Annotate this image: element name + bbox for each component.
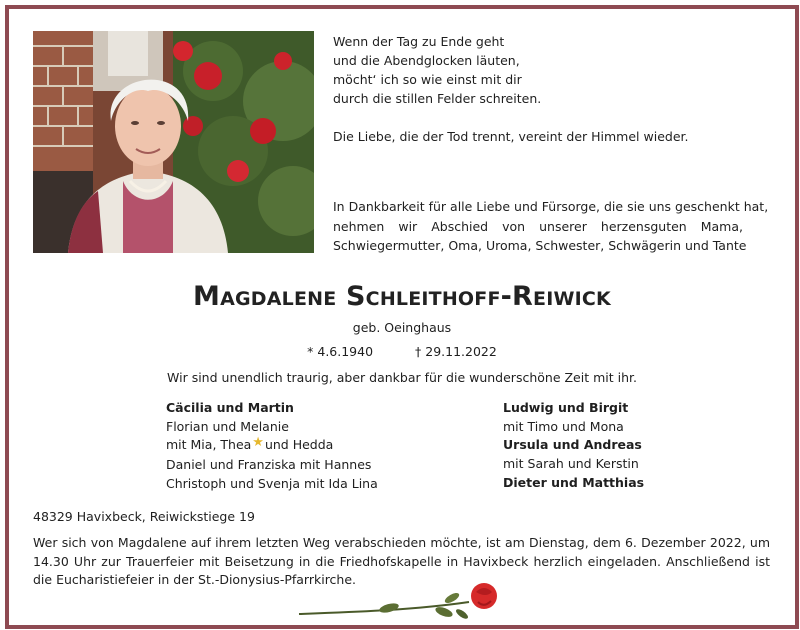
mourner-line: Cäcilia und Martin (166, 400, 294, 415)
life-dates (9, 344, 795, 359)
thanks-line: Schwiegermutter, Oma, Uroma, Schwester, Schwägerin und Tante (333, 238, 747, 253)
obituary-card (5, 5, 799, 629)
poem-line: durch die stillen Felder schreiten. (333, 91, 542, 106)
mourners-left-column (166, 399, 378, 494)
mourner-text: mit Mia, Thea (166, 437, 252, 453)
mourner-text: und Hedda (264, 437, 334, 453)
closing-line: Wer sich von Magdalene auf ihrem letzten Weg verabschieden möchte, ist am Dienstag, dem 6. Dezember 2022, um (33, 535, 770, 550)
death-date: † 29.11.2022 (415, 344, 497, 359)
mourner-line: Christoph und Svenja mit Ida Lina (166, 475, 378, 491)
poem-line: möcht‘ ich so wie einst mit dir (333, 72, 522, 87)
mourner-line: Daniel und Franziska mit Hannes (166, 457, 372, 473)
closing-line: die Eucharistiefeier in der St.-Dionysius-Pfarrkirche. (33, 572, 357, 587)
birth-date: * 4.6.1940 (307, 344, 374, 359)
closing-line: 14.30 Uhr zur Trauerfeier mit Beisetzung in die Friedhofskapelle in Havixbeck herzlich eingeladen. Anschließend ist (33, 553, 770, 569)
mourners-right-column (503, 399, 644, 493)
thanks-paragraph (333, 197, 769, 256)
mourner-line (166, 436, 378, 456)
rose-icon (294, 574, 499, 624)
mourner-line: mit Sarah und Kerstin (503, 456, 639, 472)
poem-line: Wenn der Tag zu Ende geht (333, 34, 505, 49)
address: 48329 Havixbeck, Reiwickstiege 19 (33, 509, 255, 524)
thanks-line: nehmen wir Abschied von unserer herzensguten Mama, (333, 218, 743, 234)
poem (333, 32, 688, 146)
mourning-sentence: Wir sind unendlich traurig, aber dankbar für die wunderschöne Zeit mit ihr. (167, 370, 637, 385)
birth-name: geb. Oeinghaus (352, 320, 452, 335)
thanks-line: In Dankbarkeit für alle Liebe und Fürsorge, die sie uns geschenkt hat, (333, 199, 769, 214)
love-quote: Die Liebe, die der Tod trennt, vereint der Himmel wieder. (333, 129, 689, 144)
portrait-illustration (33, 31, 314, 253)
mourner-line: Florian und Melanie (166, 418, 289, 434)
mourner-line: Ludwig und Birgit (503, 400, 629, 415)
poem-line: und die Abendglocken läuten, (333, 53, 520, 68)
star-icon: ★ (252, 435, 264, 451)
mourner-line: mit Timo und Mona (503, 418, 624, 434)
portrait-photo (33, 31, 314, 253)
mourner-line: Dieter und Matthias (503, 474, 645, 490)
mourner-line: Ursula und Andreas (503, 437, 642, 453)
deceased-name: Magdalene Schleithoff-Reiwick (193, 281, 611, 312)
